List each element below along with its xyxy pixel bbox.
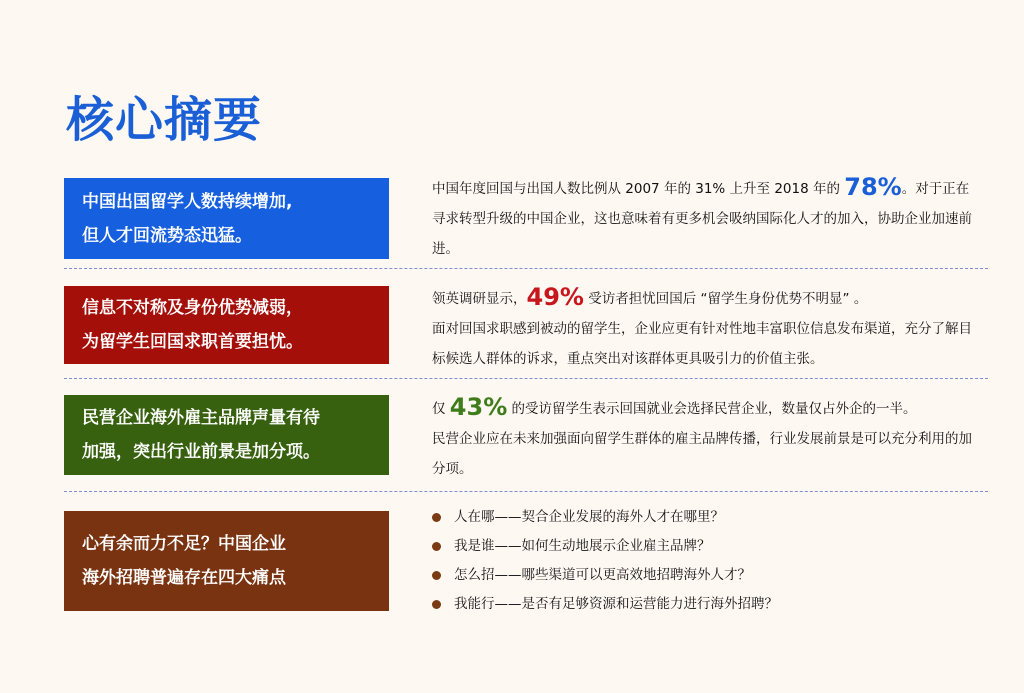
bullet-dot-icon: [432, 600, 441, 609]
summary-label-1-line1: 中国出国留学人数持续增加,: [82, 191, 293, 212]
list-item: [432, 532, 980, 561]
list-item: [432, 503, 980, 532]
summary-desc-3-post: 的受访留学生表示回国就业会选择民营企业，数量仅占外企的一半。: [507, 401, 917, 417]
bullet-text: 人在哪——契合企业发展的海外人才在哪里？: [454, 509, 724, 525]
summary-label-2: [64, 286, 389, 364]
summary-label-4-line2: 海外招聘普遍存在四大痛点: [82, 568, 286, 588]
bullet-dot-icon: [432, 542, 441, 551]
bullet-text: 怎么招——哪些渠道可以更高效地招聘海外人才？: [454, 567, 751, 583]
summary-label-3-line1: 民营企业海外雇主品牌声量有待: [82, 408, 320, 428]
summary-desc-1: [432, 172, 980, 264]
summary-desc-2-pre: 领英调研显示，: [432, 291, 527, 307]
bullet-text: 我是谁——如何生动地展示企业雇主品牌？: [454, 538, 711, 554]
stat-78-percent: 78%: [844, 173, 902, 201]
list-item: [432, 590, 980, 619]
stat-43-percent: 43%: [449, 393, 508, 421]
summary-desc-3-pre: 仅: [432, 401, 450, 417]
summary-label-3: [64, 395, 389, 475]
summary-label-4: [64, 511, 389, 611]
summary-desc-2-body: 面对回国求职感到被动的留学生，企业应更有针对性地丰富职位信息发布渠道，充分了解目标候选人群体的诉求，重点突出对该群体更具吸引力的价值主张。: [432, 321, 972, 367]
pain-points-list: [432, 503, 980, 619]
summary-label-2-line1: 信息不对称及身份优势减弱，: [82, 298, 303, 318]
divider-3: [64, 491, 988, 492]
divider-2: [64, 378, 988, 379]
summary-label-3-line2: 加强，突出行业前景是加分项。: [82, 442, 320, 462]
summary-desc-1-pre: 中国年度回国与出国人数比例从 2007 年的 31% 上升至 2018 年的: [432, 181, 845, 197]
summary-label-2-line2: 为留学生回国求职首要担忧。: [82, 332, 303, 352]
stat-49-percent: 49%: [526, 283, 584, 311]
summary-label-1: [64, 178, 389, 259]
summary-desc-3: [432, 392, 980, 484]
summary-desc-1-post: 。对于正在寻求转型升级的中国企业，这也意味着有更多机会吸纳国际化人才的加入，协助企业加速前进。: [432, 181, 972, 257]
divider-1: [64, 268, 988, 269]
bullet-dot-icon: [432, 571, 441, 580]
page-title: 核心摘要: [66, 92, 263, 148]
summary-desc-2: [432, 282, 980, 374]
summary-desc-2-post: 受访者担忧回国后 “留学生身份优势不明显” 。: [583, 291, 868, 307]
bullet-text: 我能行——是否有足够资源和运营能力进行海外招聘？: [454, 596, 778, 612]
summary-label-4-line1: 心有余而力不足？中国企业: [82, 534, 286, 554]
summary-label-1-line2: 但人才回流势态迅猛。: [82, 225, 252, 246]
bullet-dot-icon: [432, 513, 441, 522]
list-item: [432, 561, 980, 590]
summary-desc-3-body: 民营企业应在未来加强面向留学生群体的雇主品牌传播，行业发展前景是可以充分利用的加分项。: [432, 431, 972, 477]
